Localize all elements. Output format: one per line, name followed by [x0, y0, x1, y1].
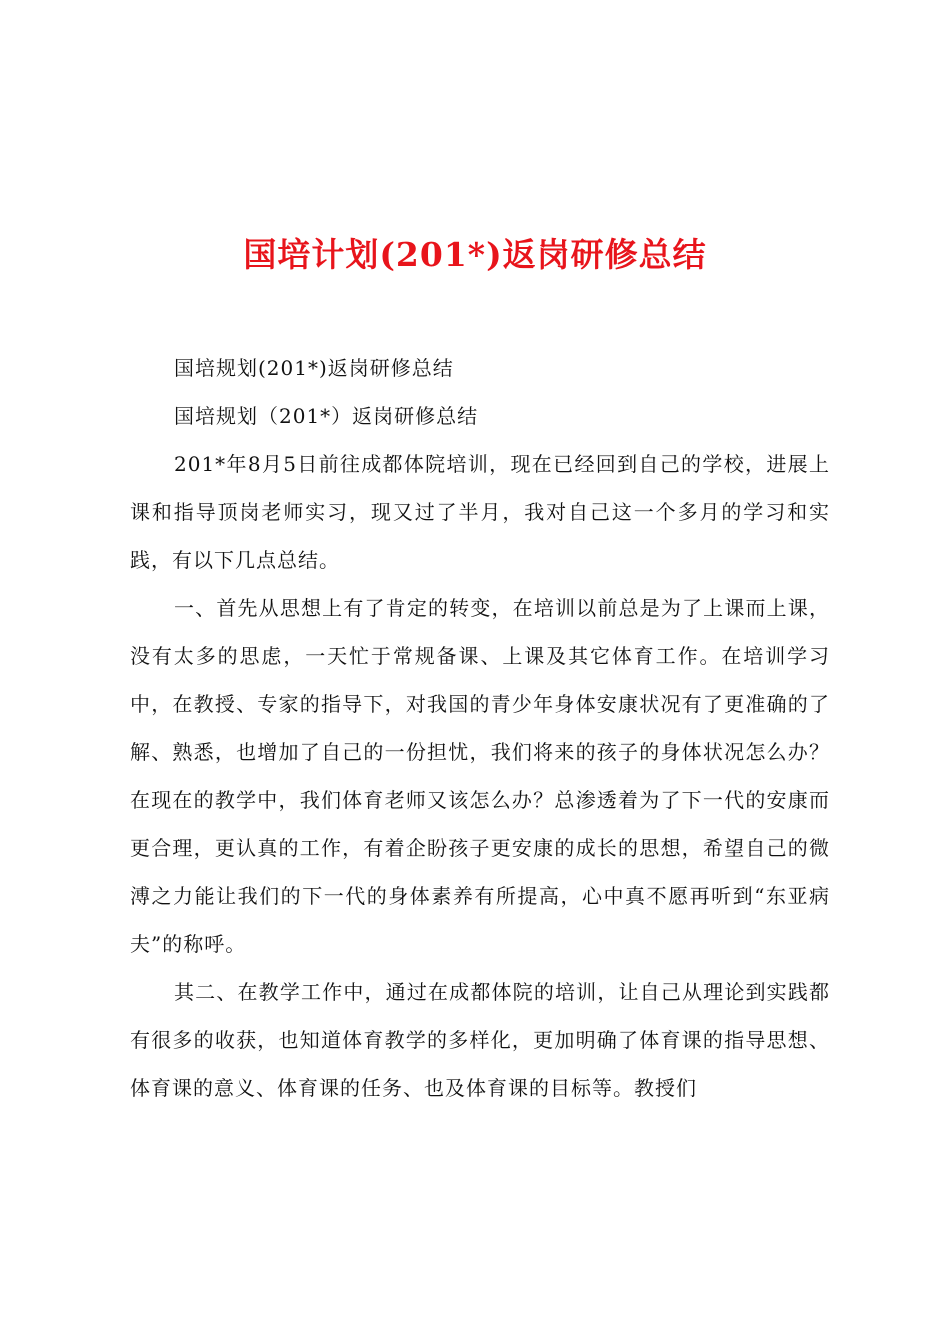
paragraph-point-1: 一、首先从思想上有了肯定的转变，在培训以前总是为了上课而上课，没有太多的思虑，一天忙于常规备课、上课及其它体育工作。在培训学习中，在教授、专家的指导下，对我国的青少年身体安康状况有了更准确的了解、熟悉，也增加了自己的一份担忧，我们将来的孩子的身体状况怎么办？在现在的教学中，我们体育老师又该怎么办？总渗透着为了下一代的安康而更合理，更认真的工作，有着企盼孩子更安康的成长的思想，希望自己的微溥之力能让我们的下一代的身体素养有所提高，心中真不愿再听到“东亚病夫”的称呼。: [130, 596, 830, 956]
document-body: [130, 344, 830, 1112]
paragraph-heading-2: 国培规划（201*）返岗研修总结: [174, 404, 479, 428]
paragraph-intro: 201*年8月5日前往成都体院培训，现在已经回到自己的学校，进展上课和指导顶岗老师实习，现又过了半月，我对自己这一个多月的学习和实践，有以下几点总结。: [130, 452, 830, 572]
paragraph-heading-1: 国培规划(201*)返岗研修总结: [174, 356, 454, 380]
paragraph-point-2: 其二、在教学工作中，通过在成都体院的培训，让自己从理论到实践都有很多的收获，也知道体育教学的多样化，更加明确了体育课的指导思想、体育课的意义、体育课的任务、也及体育课的目标等。教授们: [130, 980, 830, 1100]
document-title: 国培计划(201*)返岗研修总结: [243, 235, 707, 275]
